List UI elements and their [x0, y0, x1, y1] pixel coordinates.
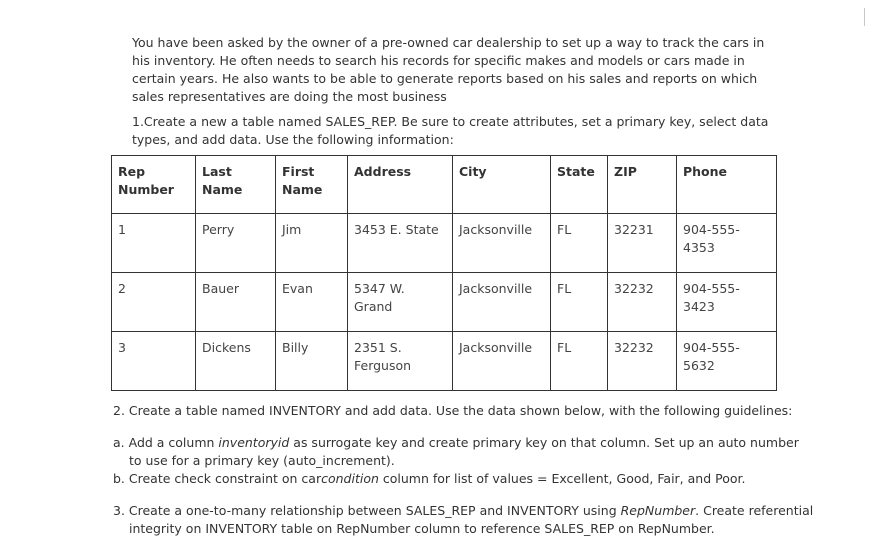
cell-zip: 32231 — [608, 214, 677, 273]
task-1-instructions: 1.Create a new a table named SALES_REP. Be sure to create attributes, set a primary key, select data types, and add data. Use the following information: — [132, 114, 769, 147]
cell-zip: 32232 — [608, 332, 677, 391]
scrollbar-indicator[interactable] — [864, 8, 865, 26]
table-row — [112, 214, 777, 273]
task-3-prefix: 3. Create a one-to-many relationship between SALES_REP and INVENTORY using — [113, 503, 621, 518]
sales-rep-table — [111, 155, 777, 391]
cell-address: 2351 S. Ferguson — [348, 332, 453, 391]
header-city: City — [453, 156, 551, 214]
guideline-item-a — [113, 434, 803, 470]
guideline-a-prefix: a. Add a column — [113, 435, 219, 450]
cell-city: Jacksonville — [453, 332, 551, 391]
cell-zip: 32232 — [608, 273, 677, 332]
cell-last-name: Dickens — [196, 332, 276, 391]
cell-city: Jacksonville — [453, 214, 551, 273]
task-3-instructions — [113, 502, 819, 538]
cell-state: FL — [551, 214, 608, 273]
task-2-heading: 2. Create a table named INVENTORY and add data. Use the data shown below, with the following guidelines: — [113, 403, 793, 418]
header-state: State — [551, 156, 608, 214]
cell-phone: 904-555-3423 — [677, 273, 777, 332]
cell-rep-number: 2 — [112, 273, 196, 332]
table-row — [112, 273, 777, 332]
guideline-a-emphasis: inventoryid — [218, 435, 290, 450]
guideline-item-b — [113, 470, 803, 488]
cell-last-name: Bauer — [196, 273, 276, 332]
guideline-b-prefix: b. Create check constraint on car — [113, 471, 322, 486]
task-3-suffix: . Create referential integrity on INVENTORY table on RepNumber column to reference SALES_REP on RepNumber. — [129, 503, 814, 536]
header-rep-number: Rep Number — [112, 156, 196, 214]
cell-phone: 904-555-5632 — [677, 332, 777, 391]
guideline-a-suffix: as surrogate key and create primary key on that column. Set up an auto number to use for a primary key (auto_increment). — [129, 435, 799, 468]
guideline-b-suffix: column for list of values = Excellent, Good, Fair, and Poor. — [378, 471, 746, 486]
cell-state: FL — [551, 273, 608, 332]
guideline-b-emphasis: condition — [321, 471, 379, 486]
cell-rep-number: 1 — [112, 214, 196, 273]
task-3-emphasis: RepNumber — [620, 503, 696, 518]
header-first-name: First Name — [276, 156, 348, 214]
table-header-row — [112, 156, 777, 214]
cell-address: 3453 E. State — [348, 214, 453, 273]
header-last-name: Last Name — [196, 156, 276, 214]
cell-state: FL — [551, 332, 608, 391]
cell-phone: 904-555-4353 — [677, 214, 777, 273]
table-row — [112, 332, 777, 391]
cell-last-name: Perry — [196, 214, 276, 273]
cell-first-name: Evan — [276, 273, 348, 332]
cell-first-name: Jim — [276, 214, 348, 273]
cell-first-name: Billy — [276, 332, 348, 391]
cell-rep-number: 3 — [112, 332, 196, 391]
header-zip: ZIP — [608, 156, 677, 214]
header-phone: Phone — [677, 156, 777, 214]
cell-address: 5347 W. Grand — [348, 273, 453, 332]
task-2-guidelines — [113, 434, 803, 488]
header-address: Address — [348, 156, 453, 214]
cell-city: Jacksonville — [453, 273, 551, 332]
intro-paragraph: You have been asked by the owner of a pre-owned car dealership to set up a way to track the cars in his inventory. He often needs to search his records for specific makes and models or cars made in certain years. He also wants to be able to generate reports based on his sales and reports on which sales representatives are doing the most business — [132, 35, 765, 104]
